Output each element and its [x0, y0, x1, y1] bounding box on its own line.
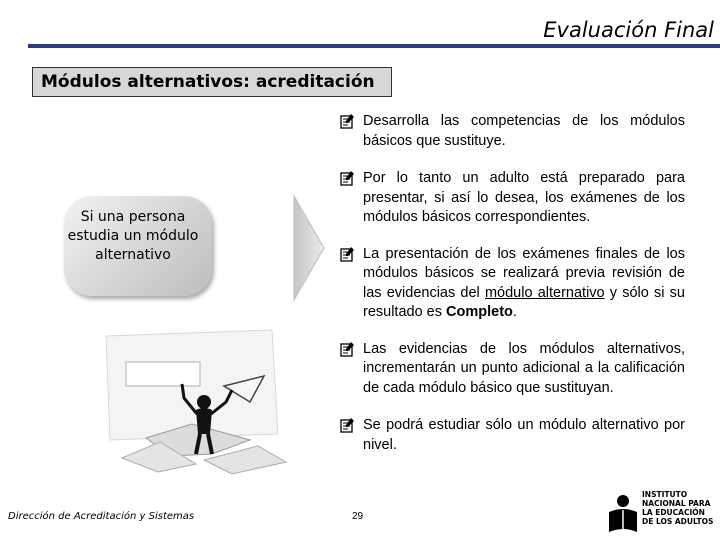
logo-text: [642, 490, 718, 526]
bullet-text: Desarrolla las competencias de los módulos básicos que sustituye.: [363, 113, 685, 149]
person-building-illustration: [100, 328, 300, 478]
notepad-bullet-icon: [339, 341, 355, 357]
notepad-bullet-icon: [339, 170, 355, 186]
bullet-text: .: [512, 304, 517, 320]
footer-department: Dirección de Acreditación y Sistemas: [8, 511, 195, 522]
bullet-list: [339, 112, 685, 455]
section-title: Módulos alternativos: acreditación: [32, 67, 392, 97]
bullet-text: Por lo tanto un adulto está preparado para presentar, si así lo desea, los exámenes de los módulos básicos correspondientes.: [363, 170, 685, 225]
inea-logo: [606, 490, 718, 536]
bullet-text: y sólo si su resultado es: [363, 284, 685, 320]
bullet-text: Se podrá estudiar sólo un módulo alternativo por nivel.: [363, 417, 685, 453]
right-arrow-icon: [292, 190, 326, 306]
page-title: Evaluación Final: [543, 18, 714, 42]
page-number: 29: [352, 511, 364, 522]
header-rule: [28, 44, 720, 48]
bold-term: Completo: [446, 304, 513, 320]
bullet-text: La presentación de los exámenes finales de los módulos básicos se realizará previa revisión de las evidencias del: [363, 245, 685, 301]
bullet-item: [339, 416, 685, 455]
notepad-bullet-icon: [339, 113, 355, 129]
callout-text: Si una persona estudia un módulo alternativo: [67, 209, 199, 263]
bullet-item: [339, 169, 685, 228]
logo-line: INSTITUTO: [642, 490, 688, 499]
underlined-term: módulo alternativo: [484, 284, 605, 301]
bullet-text: Las evidencias de los módulos alternativos, incrementarán un punto adicional a la calificación de cada módulo básico que sustituyan.: [363, 340, 685, 396]
bullet-item: [339, 340, 685, 399]
bullet-item: [339, 245, 685, 323]
inea-reader-logo-icon: [606, 492, 640, 536]
bullet-item: [339, 112, 685, 151]
notepad-bullet-icon: [339, 417, 355, 433]
logo-line: DE LOS ADULTOS: [642, 517, 714, 526]
notepad-bullet-icon: [339, 246, 355, 262]
logo-line: LA EDUCACIÓN: [642, 508, 705, 517]
logo-line: NACIONAL PARA: [642, 499, 711, 508]
